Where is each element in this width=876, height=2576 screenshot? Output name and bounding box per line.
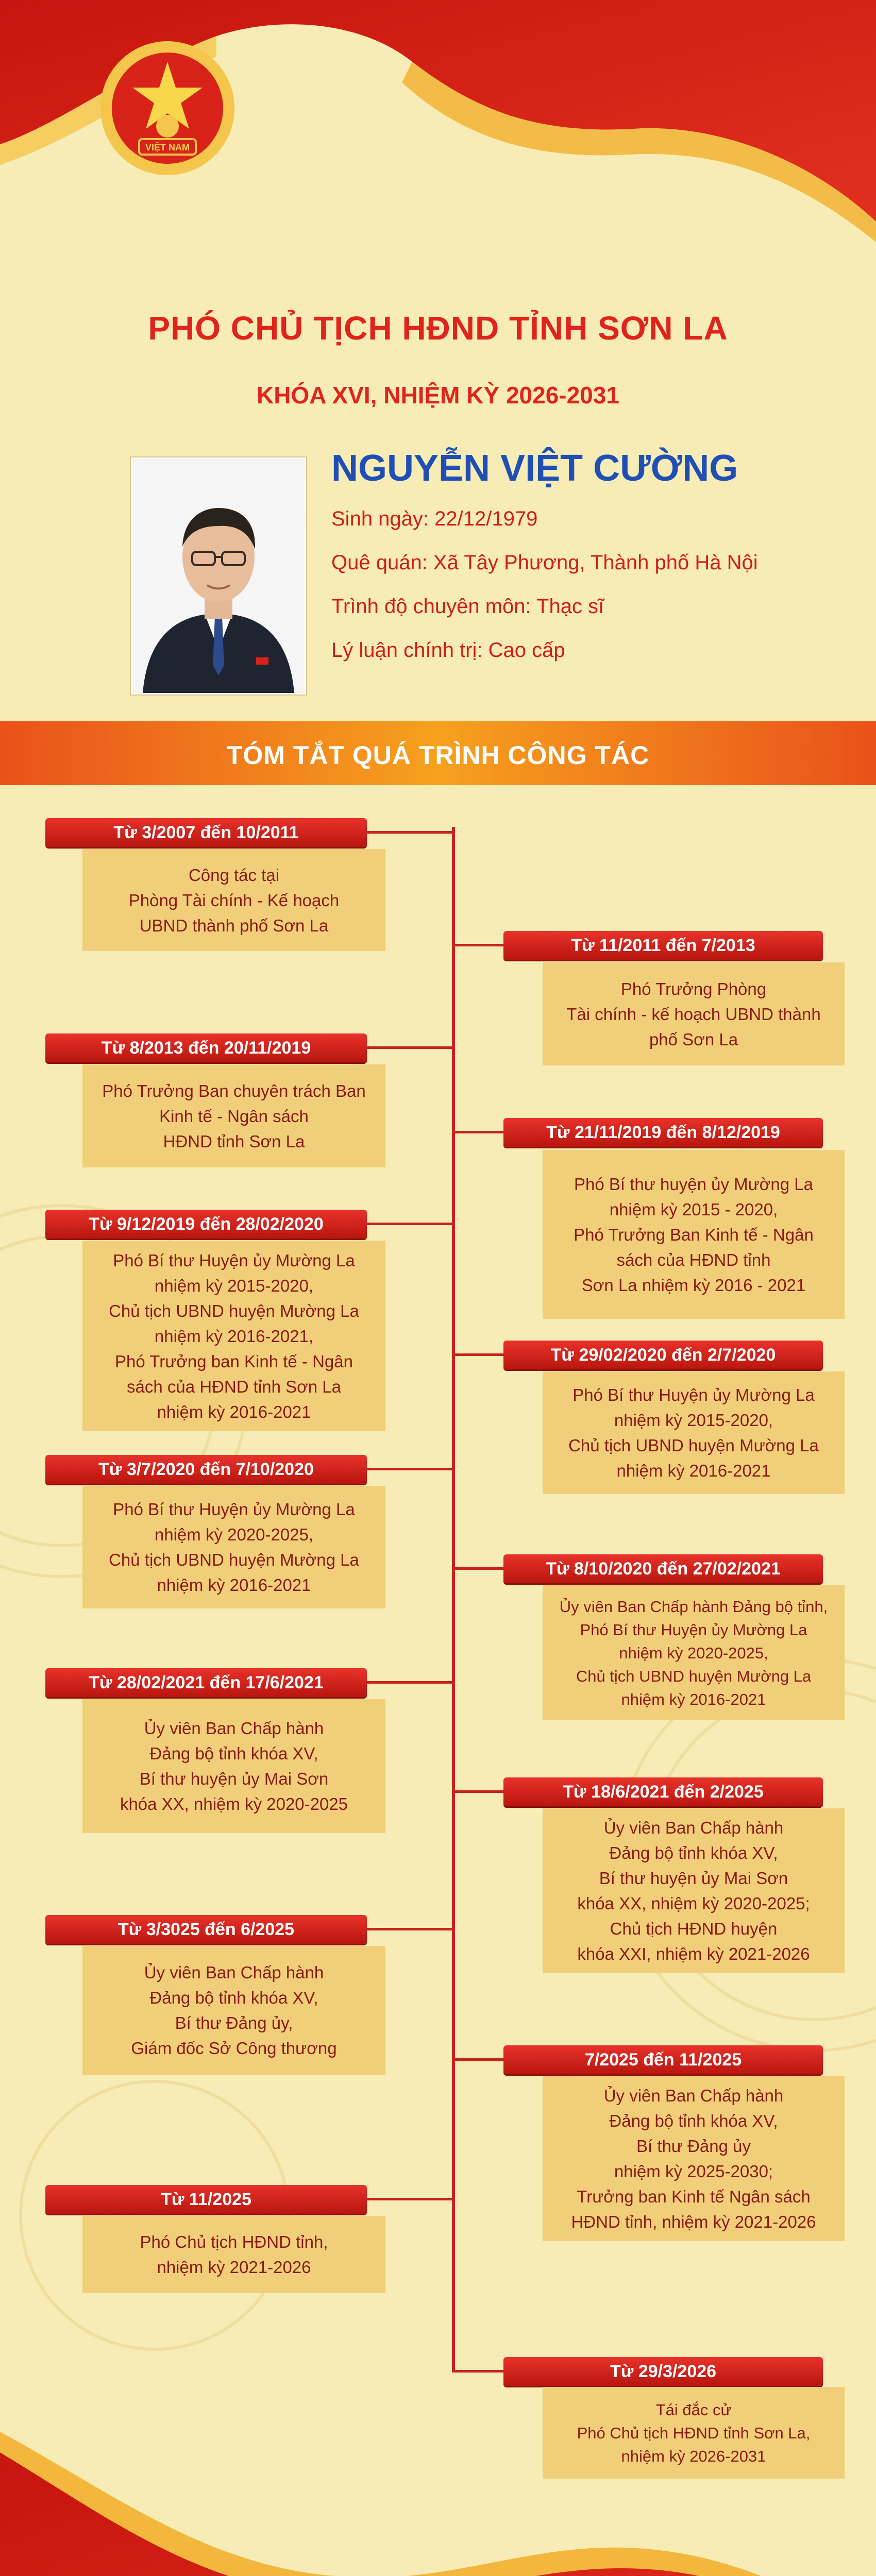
timeline-period: Từ 28/02/2021 đến 17/6/2021 [45, 1668, 367, 1697]
connector [367, 1046, 454, 1049]
timeline-description: Ủy viên Ban Chấp hành Đảng bộ tỉnh, Phó Bí thư Huyện ủy Mường La nhiệm kỳ 2020-2025, Chủ tịch UBND huyện Mường La nhiệm kỳ 2016-2021 [543, 1585, 845, 1720]
portrait-photo [131, 457, 306, 694]
connector [367, 1928, 454, 1930]
connector [367, 831, 454, 834]
connector [452, 1567, 503, 1570]
national-emblem-icon [90, 36, 245, 185]
dob-text: Sinh ngày: 22/12/1979 [331, 507, 538, 530]
timeline-description: Phó Bí thư Huyện ủy Mường La nhiệm kỳ 2015-2020, Chủ tịch UBND huyện Mường La nhiệm kỳ 2016-2021, Phó Trưởng ban Kinh tế - Ngân sách của HĐND tỉnh Sơn La nhiệm kỳ 2016-2021 [82, 1241, 385, 1431]
timeline-description: Ủy viên Ban Chấp hành Đảng bộ tỉnh khóa XV, Bí thư Đảng ủy nhiệm kỳ 2025-2030; Trưởng ban Kinh tế Ngân sách HĐND tỉnh, nhiệm kỳ 2021-2026 [543, 2076, 845, 2241]
hometown-text: Quê quán: Xã Tây Phương, Thành phố Hà Nội [331, 551, 758, 574]
timeline-description: Công tác tại Phòng Tài chính - Kế hoạch UBND thành phố Sơn La [82, 849, 385, 951]
section-title: TÓM TẮT QUÁ TRÌNH CÔNG TÁC [226, 741, 650, 770]
timeline-period: Từ 3/7/2020 đến 7/10/2020 [45, 1455, 367, 1484]
timeline-period: Từ 29/02/2020 đến 2/7/2020 [503, 1341, 823, 1369]
page-title: PHÓ CHỦ TỊCH HĐND TỈNH SƠN LA [148, 310, 728, 347]
connector [367, 1468, 454, 1470]
timeline-period: Từ 29/3/2026 [503, 2357, 823, 2386]
person-name: NGUYỄN VIỆT CƯỜNG [331, 448, 738, 489]
connector [452, 1790, 503, 1793]
timeline-period: Từ 9/12/2019 đến 28/02/2020 [45, 1210, 367, 1239]
timeline-description: Ủy viên Ban Chấp hành Đảng bộ tỉnh khóa XV, Bí thư huyện ủy Mai Sơn khóa XX, nhiệm kỳ 2020-2025 [82, 1699, 385, 1833]
timeline-period: Từ 3/2007 đến 10/2011 [45, 818, 367, 847]
connector [452, 944, 503, 946]
emblem-text: VIỆT NAM [145, 142, 190, 152]
timeline-description: Phó Bí thư Huyện ủy Mường La nhiệm kỳ 2015-2020, Chủ tịch UBND huyện Mường La nhiệm kỳ 2016-2021 [543, 1371, 845, 1494]
timeline-description: Phó Chủ tịch HĐND tỉnh, nhiệm kỳ 2021-2026 [82, 2216, 385, 2293]
timeline-description: Tái đắc cử Phó Chủ tịch HĐND tỉnh Sơn La, nhiệm kỳ 2026-2031 [543, 2387, 845, 2479]
timeline-description: Phó Bí thư Huyện ủy Mường La nhiệm kỳ 2020-2025, Chủ tịch UBND huyện Mường La nhiệm kỳ 2016-2021 [82, 1486, 385, 1608]
timeline-description: Ủy viên Ban Chấp hành Đảng bộ tỉnh khóa XV, Bí thư huyện ủy Mai Sơn khóa XX, nhiệm kỳ 2020-2025; Chủ tịch HĐND huyện khóa XXI, nhiệm kỳ 2021-2026 [543, 1808, 845, 1973]
connector [367, 1223, 454, 1225]
connector [452, 2058, 503, 2061]
timeline-period: Từ 11/2011 đến 7/2013 [503, 931, 823, 960]
page-subtitle: KHÓA XVI, NHIỆM KỲ 2026-2031 [257, 382, 619, 409]
timeline-period: 7/2025 đến 11/2025 [503, 2045, 823, 2074]
political-theory-text: Lý luận chính trị: Cao cấp [331, 639, 565, 662]
connector [452, 2370, 503, 2372]
timeline-period: Từ 8/10/2020 đến 27/02/2021 [503, 1554, 823, 1583]
timeline-period: Từ 8/2013 đến 20/11/2019 [45, 1033, 367, 1062]
timeline-description: Phó Bí thư huyện ủy Mường La nhiệm kỳ 2015 - 2020, Phó Trưởng Ban Kinh tế - Ngân sách của HĐND tỉnh Sơn La nhiệm kỳ 2016 - 2021 [543, 1150, 845, 1319]
connector [452, 1353, 503, 1356]
timeline-description: Phó Trưởng Ban chuyên trách Ban Kinh tế - Ngân sách HĐND tỉnh Sơn La [82, 1064, 385, 1167]
timeline-period: Từ 21/11/2019 đến 8/12/2019 [503, 1118, 823, 1147]
timeline-period: Từ 18/6/2021 đến 2/2025 [503, 1777, 823, 1806]
timeline-period: Từ 3/3025 đến 6/2025 [45, 1915, 367, 1944]
connector [367, 1681, 454, 1684]
timeline-spine [452, 827, 455, 2372]
education-text: Trình độ chuyên môn: Thạc sĩ [331, 595, 604, 618]
connector [452, 1131, 503, 1133]
timeline-description: Ủy viên Ban Chấp hành Đảng bộ tỉnh khóa XV, Bí thư Đảng ủy, Giám đốc Sở Công thương [82, 1946, 385, 2075]
timeline-description: Phó Trưởng Phòng Tài chính - kế hoạch UBND thành phố Sơn La [543, 962, 845, 1065]
timeline-period: Từ 11/2025 [45, 2185, 367, 2214]
connector [367, 2198, 454, 2200]
